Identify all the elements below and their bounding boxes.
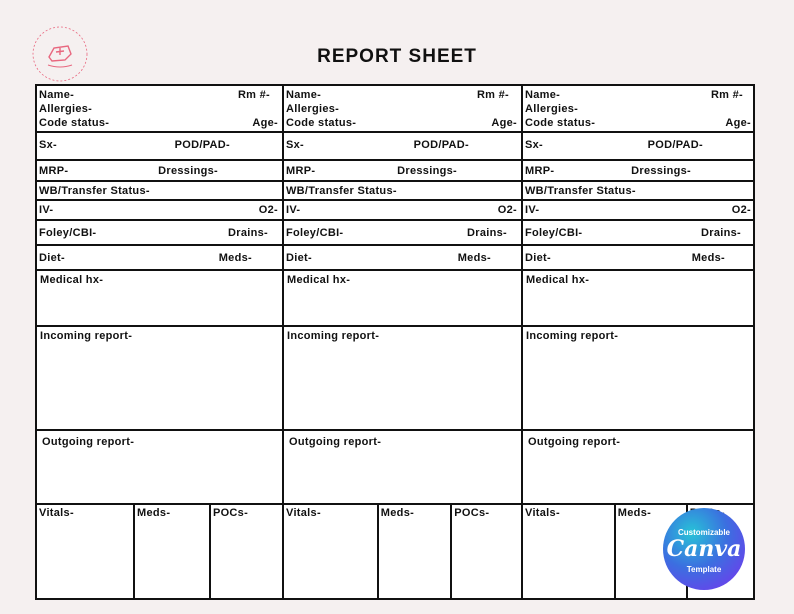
field-label-o2: O2- <box>258 204 278 216</box>
field-label-age: Age- <box>252 117 278 129</box>
field-label-meds: Meds- <box>691 252 725 264</box>
mrp-row <box>284 161 521 182</box>
patient-column-2 <box>284 86 523 598</box>
field-label-rm: Rm #- <box>476 89 509 101</box>
vitals-subcell <box>211 505 282 598</box>
field-label-foley: Foley/CBI- <box>286 227 344 239</box>
report-sheet-table <box>35 84 755 600</box>
field-label-vitals: Vitals- <box>39 507 74 519</box>
field-label-rm: Rm #- <box>710 89 743 101</box>
identity-row <box>37 86 282 133</box>
vitals-subcell <box>37 505 135 598</box>
sx-row <box>284 133 521 161</box>
medical-hx-row <box>284 271 521 327</box>
field-label-drains: Drains- <box>701 227 741 239</box>
outgoing-report-row <box>523 431 755 505</box>
vitals-subcell <box>284 505 379 598</box>
field-label-diet: Diet- <box>39 252 65 264</box>
field-label-sx: Sx- <box>525 139 544 151</box>
vitals-subcell <box>523 505 616 598</box>
field-label-iv: IV- <box>39 204 54 216</box>
field-label-allergies: Allergies- <box>525 103 579 115</box>
wb-row <box>284 182 521 201</box>
foley-row <box>523 221 755 246</box>
field-label-outgoing: Outgoing report- <box>528 436 621 448</box>
field-label-meds2: Meds- <box>617 507 652 519</box>
field-label-diet: Diet- <box>525 252 551 264</box>
vitals-subcell <box>452 505 521 598</box>
field-label-age: Age- <box>491 117 517 129</box>
medical-hx-row <box>523 271 755 327</box>
field-label-medical-hx: Medical hx- <box>287 274 351 286</box>
field-label-sx: Sx- <box>286 139 305 151</box>
badge-canva-wordmark: Canva <box>666 536 742 562</box>
sx-row <box>523 133 755 161</box>
field-label-code-status: Code status- <box>286 117 357 129</box>
outgoing-report-row <box>37 431 282 505</box>
foley-row <box>37 221 282 246</box>
iv-row <box>284 201 521 221</box>
field-label-age: Age- <box>725 117 751 129</box>
field-label-iv: IV- <box>525 204 540 216</box>
badge-line-1: Customizable <box>677 528 730 537</box>
field-label-mrp: MRP- <box>525 165 555 177</box>
canva-template-badge <box>663 508 745 590</box>
field-label-wb: WB/Transfer Status- <box>286 185 397 197</box>
patient-column-1 <box>37 86 284 598</box>
field-label-o2: O2- <box>497 204 517 216</box>
field-label-allergies: Allergies- <box>286 103 340 115</box>
field-label-foley: Foley/CBI- <box>525 227 583 239</box>
diet-row <box>37 246 282 271</box>
field-label-pod: POD/PAD- <box>174 139 230 151</box>
field-label-vitals: Vitals- <box>525 507 560 519</box>
field-label-outgoing: Outgoing report- <box>42 436 135 448</box>
field-label-foley: Foley/CBI- <box>39 227 97 239</box>
field-label-incoming: Incoming report- <box>526 330 619 342</box>
field-label-name: Name- <box>286 89 322 101</box>
identity-row <box>284 86 521 133</box>
field-label-pocs: POCs- <box>212 507 249 519</box>
field-label-pod: POD/PAD- <box>413 139 469 151</box>
vitals-row <box>37 505 282 598</box>
page-title: REPORT SHEET <box>317 46 477 67</box>
field-label-medical-hx: Medical hx- <box>526 274 590 286</box>
field-label-name: Name- <box>39 89 75 101</box>
wb-row <box>37 182 282 201</box>
field-label-wb: WB/Transfer Status- <box>525 185 636 197</box>
field-label-wb: WB/Transfer Status- <box>39 185 150 197</box>
field-label-o2: O2- <box>731 204 751 216</box>
field-label-dressings: Dressings- <box>631 165 691 177</box>
field-label-name: Name- <box>525 89 561 101</box>
field-label-drains: Drains- <box>228 227 268 239</box>
field-label-outgoing: Outgoing report- <box>289 436 382 448</box>
diet-row <box>523 246 755 271</box>
field-label-dressings: Dressings- <box>158 165 218 177</box>
field-label-vitals: Vitals- <box>286 507 321 519</box>
medical-hx-row <box>37 271 282 327</box>
field-label-rm: Rm #- <box>237 89 270 101</box>
incoming-report-row <box>284 327 521 431</box>
field-label-meds2: Meds- <box>137 507 171 519</box>
field-label-mrp: MRP- <box>286 165 316 177</box>
vitals-row <box>284 505 521 598</box>
field-label-sx: Sx- <box>39 139 58 151</box>
mrp-row <box>37 161 282 182</box>
mrp-row <box>523 161 755 182</box>
field-label-code-status: Code status- <box>525 117 596 129</box>
field-label-meds2: Meds- <box>380 507 415 519</box>
iv-row <box>37 201 282 221</box>
incoming-report-row <box>523 327 755 431</box>
outgoing-report-row <box>284 431 521 505</box>
sx-row <box>37 133 282 161</box>
field-label-meds: Meds- <box>457 252 491 264</box>
incoming-report-row <box>37 327 282 431</box>
wb-row <box>523 182 755 201</box>
field-label-mrp: MRP- <box>39 165 69 177</box>
field-label-incoming: Incoming report- <box>40 330 133 342</box>
field-label-pod: POD/PAD- <box>647 139 703 151</box>
field-label-drains: Drains- <box>467 227 507 239</box>
field-label-incoming: Incoming report- <box>287 330 380 342</box>
field-label-medical-hx: Medical hx- <box>40 274 104 286</box>
badge-line-3: Template <box>686 565 722 574</box>
identity-row <box>523 86 755 133</box>
foley-row <box>284 221 521 246</box>
diet-row <box>284 246 521 271</box>
field-label-pocs: POCs- <box>454 507 490 519</box>
field-label-code-status: Code status- <box>39 117 110 129</box>
iv-row <box>523 201 755 221</box>
field-label-dressings: Dressings- <box>397 165 457 177</box>
field-label-meds: Meds- <box>218 252 252 264</box>
field-label-diet: Diet- <box>286 252 312 264</box>
vitals-subcell <box>379 505 452 598</box>
vitals-subcell <box>135 505 211 598</box>
field-label-iv: IV- <box>286 204 301 216</box>
field-label-allergies: Allergies- <box>39 103 93 115</box>
